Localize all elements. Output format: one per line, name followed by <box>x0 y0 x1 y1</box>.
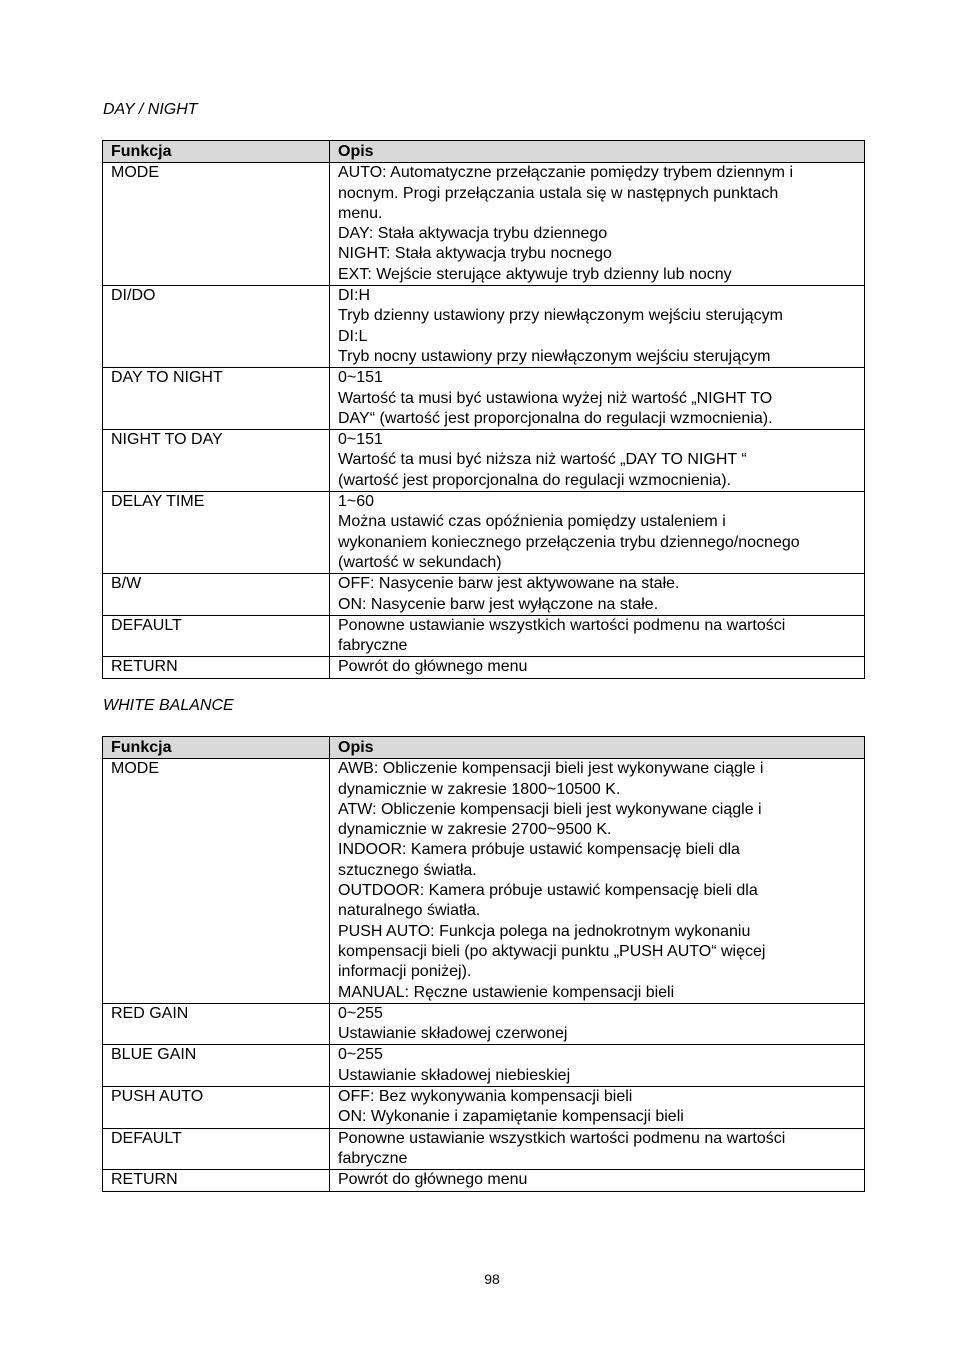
description-line: nocnym. Progi przełączania ustala się w następnych punktach <box>338 184 779 202</box>
description-line: kompensacji bieli (po aktywacji punktu „PUSH AUTO“ więcej <box>338 942 766 960</box>
description-line: DAY: Stała aktywacja trybu dziennego <box>338 225 608 243</box>
function-name-cell: DEFAULT <box>103 1128 330 1170</box>
table-row <box>103 1170 865 1191</box>
description-cell <box>330 163 865 286</box>
description-line: Ponowne ustawianie wszystkich wartości podmenu na wartości <box>338 616 786 634</box>
table-row <box>103 492 865 574</box>
table-row <box>103 759 865 1004</box>
table-row <box>103 430 865 492</box>
table-row <box>103 574 865 616</box>
function-name-cell: DI/DO <box>103 286 330 368</box>
description-line: ATW: Obliczenie kompensacji bieli jest wykonywane ciągle i <box>338 800 762 818</box>
page-number: 98 <box>484 1271 500 1287</box>
table-row <box>103 657 865 678</box>
description-line: PUSH AUTO: Funkcja polega na jednokrotnym wykonaniu <box>338 922 751 940</box>
description-cell <box>330 1087 865 1129</box>
description-line: (wartość jest proporcjonalna do regulacji wzmocnienia). <box>338 471 732 489</box>
description-line: informacji poniżej). <box>338 963 472 981</box>
white-balance-table <box>102 736 865 1192</box>
table-row <box>103 615 865 657</box>
description-line: Ponowne ustawianie wszystkich wartości podmenu na wartości <box>338 1129 786 1147</box>
description-line: 0~255 <box>338 1004 383 1022</box>
description-line: Ustawianie składowej czerwonej <box>338 1025 568 1043</box>
section-title-white-balance: WHITE BALANCE <box>103 697 234 714</box>
header-opis: Opis <box>330 737 865 759</box>
function-name-cell: RETURN <box>103 1170 330 1191</box>
description-line: Tryb nocny ustawiony przy niewłączonym wejściu sterującym <box>338 347 771 365</box>
description-line: Wartość ta musi być niższa niż wartość „DAY TO NIGHT “ <box>338 451 747 469</box>
description-line: fabryczne <box>338 637 408 655</box>
function-name-cell: DELAY TIME <box>103 492 330 574</box>
description-line: MANUAL: Ręczne ustawienie kompensacji bieli <box>338 983 675 1001</box>
description-line: OUTDOOR: Kamera próbuje ustawić kompensację bieli dla <box>338 882 758 900</box>
description-line: wykonaniem koniecznego przełączenia trybu dziennego/nocnego <box>338 533 800 551</box>
description-cell <box>330 1003 865 1045</box>
table-row <box>103 1003 865 1045</box>
description-line: DI:L <box>338 327 368 345</box>
table-header-row <box>103 737 865 759</box>
description-line: naturalnego światła. <box>338 902 481 920</box>
header-opis: Opis <box>330 141 865 163</box>
section-title-day-night: DAY / NIGHT <box>103 101 198 118</box>
description-cell <box>330 1170 865 1191</box>
description-cell <box>330 574 865 616</box>
description-line: DAY“ (wartość jest proporcjonalna do regulacji wzmocnienia). <box>338 409 773 427</box>
table-row <box>103 163 865 286</box>
description-line: AWB: Obliczenie kompensacji bieli jest wykonywane ciągle i <box>338 760 764 778</box>
description-line: sztucznego światła. <box>338 861 477 879</box>
description-line: menu. <box>338 204 383 222</box>
day-night-table <box>102 140 865 679</box>
description-cell <box>330 1045 865 1087</box>
function-name-cell: RED GAIN <box>103 1003 330 1045</box>
description-cell <box>330 657 865 678</box>
function-name-cell: MODE <box>103 163 330 286</box>
description-cell <box>330 759 865 1004</box>
header-funkcja: Funkcja <box>103 737 330 759</box>
description-line: INDOOR: Kamera próbuje ustawić kompensację bieli dla <box>338 841 740 859</box>
description-cell <box>330 492 865 574</box>
function-name-cell: DAY TO NIGHT <box>103 368 330 430</box>
description-line: 0~151 <box>338 431 383 449</box>
function-name-cell: NIGHT TO DAY <box>103 430 330 492</box>
function-name-cell: RETURN <box>103 657 330 678</box>
description-cell <box>330 615 865 657</box>
description-line: ON: Wykonanie i zapamiętanie kompensacji bieli <box>338 1108 684 1126</box>
description-cell <box>330 430 865 492</box>
description-line: NIGHT: Stała aktywacja trybu nocnego <box>338 245 612 263</box>
description-line: Można ustawić czas opóźnienia pomiędzy ustaleniem i <box>338 513 726 531</box>
description-line: AUTO: Automatyczne przełączanie pomiędzy trybem dziennym i <box>338 164 794 182</box>
description-line: Wartość ta musi być ustawiona wyżej niż wartość „NIGHT TO <box>338 389 773 407</box>
function-name-cell: PUSH AUTO <box>103 1087 330 1129</box>
description-line: DI:H <box>338 287 370 305</box>
description-line: Powrót do głównego menu <box>338 1171 528 1189</box>
description-line: 0~255 <box>338 1046 383 1064</box>
description-line: Ustawianie składowej niebieskiej <box>338 1066 571 1084</box>
table-header-row <box>103 141 865 163</box>
table-row <box>103 1087 865 1129</box>
function-name-cell: MODE <box>103 759 330 1004</box>
table-row <box>103 368 865 430</box>
table-row <box>103 286 865 368</box>
description-line: OFF: Bez wykonywania kompensacji bieli <box>338 1088 633 1106</box>
description-line: dynamicznie w zakresie 2700~9500 K. <box>338 821 612 839</box>
description-cell <box>330 1128 865 1170</box>
header-funkcja: Funkcja <box>103 141 330 163</box>
description-line: dynamicznie w zakresie 1800~10500 K. <box>338 780 621 798</box>
description-cell <box>330 368 865 430</box>
description-line: 0~151 <box>338 369 383 387</box>
description-line: ON: Nasycenie barw jest wyłączone na stałe. <box>338 595 659 613</box>
description-line: 1~60 <box>338 493 375 511</box>
description-line: (wartość w sekundach) <box>338 553 502 571</box>
description-line: OFF: Nasycenie barw jest aktywowane na stałe. <box>338 575 680 593</box>
function-name-cell: BLUE GAIN <box>103 1045 330 1087</box>
table-row <box>103 1045 865 1087</box>
table-row <box>103 1128 865 1170</box>
description-line: EXT: Wejście sterujące aktywuje tryb dzienny lub nocny <box>338 265 732 283</box>
description-cell <box>330 286 865 368</box>
description-line: Powrót do głównego menu <box>338 658 528 676</box>
function-name-cell: B/W <box>103 574 330 616</box>
description-line: fabryczne <box>338 1149 408 1167</box>
description-line: Tryb dzienny ustawiony przy niewłączonym wejściu sterującym <box>338 307 783 325</box>
function-name-cell: DEFAULT <box>103 615 330 657</box>
